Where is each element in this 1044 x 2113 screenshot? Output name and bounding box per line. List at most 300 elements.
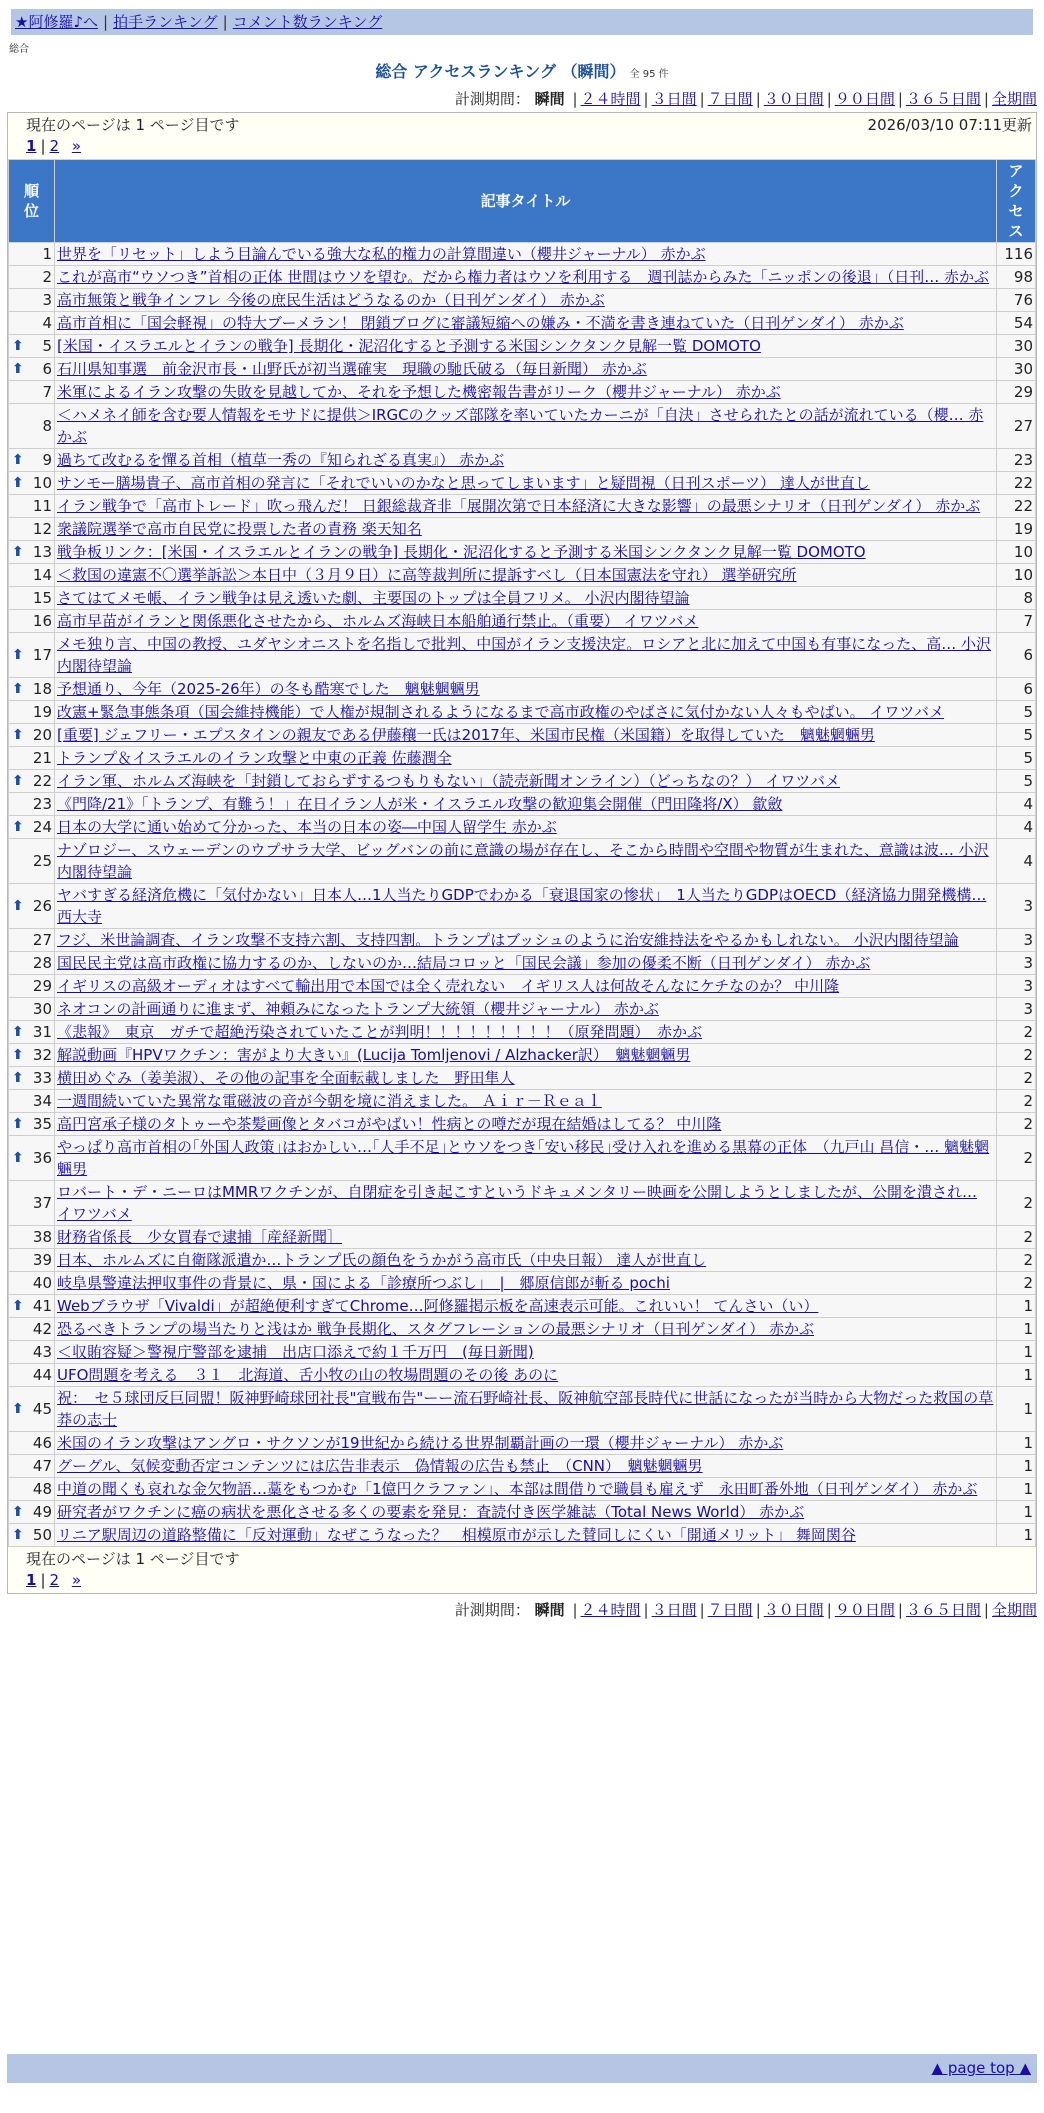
article-title-link[interactable]: フジ、米世論調査、イラン攻撃不支持六割、支持四割。トランプはブッシュのように治安維持法をやるかもしれない。 小沢内閣待望論 xyxy=(57,931,959,949)
rank-cell xyxy=(9,587,55,610)
access-count: 4 xyxy=(997,793,1036,816)
rank-cell xyxy=(9,1136,55,1181)
rank-number: 39 xyxy=(32,1251,52,1269)
table-row xyxy=(9,701,1036,724)
article-title-link[interactable]: 恐るべきトランプの場当たりと浅はか 戦争長期化、スタグフレーションの最悪シナリオ（日刊ゲンダイ） 赤かぶ xyxy=(57,1320,814,1338)
rank-number: 32 xyxy=(32,1046,52,1064)
rank-number: 47 xyxy=(32,1457,52,1475)
access-count: 30 xyxy=(997,358,1036,381)
table-row xyxy=(9,633,1036,678)
rank-number: 42 xyxy=(32,1320,52,1338)
top-nav-bar xyxy=(11,9,1033,35)
rank-cell xyxy=(9,1249,55,1272)
article-title-link[interactable]: ナゾロジー、スウェーデンのウプサラ大学、ビッグバンの前に意識の場が存在し、そこから時間や空間や物質が生まれた、意識は波… 小沢内閣待望論 xyxy=(57,841,989,881)
rank-cell xyxy=(9,839,55,884)
access-count: 1 xyxy=(997,1295,1036,1318)
title-cell xyxy=(55,381,997,404)
period-option-link[interactable]: 全期間 xyxy=(991,90,1037,108)
rank-cell xyxy=(9,472,55,495)
access-count: 10 xyxy=(997,564,1036,587)
table-row xyxy=(9,1021,1036,1044)
article-title-link[interactable]: イラン軍、ホルムズ海峡を「封鎖しておらずするつもりもない」（読売新聞オンライン）（どっちなの？） イワツバメ xyxy=(57,772,840,790)
title-cell xyxy=(55,998,997,1021)
rank-cell xyxy=(9,816,55,839)
article-title-link[interactable]: 米軍によるイラン攻撃の失敗を見越してか、それを予想した機密報告書がリーク（櫻井ジャーナル） 赤かぶ xyxy=(57,383,781,401)
access-count: 6 xyxy=(997,678,1036,701)
article-title-link[interactable]: UFO問題を考える ３１ 北海道、舌小牧の山の牧場問題のその後 あのに xyxy=(57,1366,559,1384)
rank-number: 27 xyxy=(32,931,52,949)
table-row xyxy=(9,335,1036,358)
access-count: 2 xyxy=(997,1181,1036,1226)
table-row xyxy=(9,1249,1036,1272)
rank-cell xyxy=(9,747,55,770)
title-cell xyxy=(55,472,997,495)
title-header: 記事タイトル xyxy=(55,160,997,243)
rank-number: 28 xyxy=(32,954,52,972)
period-current: 瞬間 xyxy=(534,1601,565,1619)
rank-cell xyxy=(9,701,55,724)
access-count: 27 xyxy=(997,404,1036,449)
table-row xyxy=(9,289,1036,312)
table-row xyxy=(9,975,1036,998)
page-info-text: 現在のページは 1 ページ目です xyxy=(26,116,240,134)
article-title-link[interactable]: 財務省係長 少女買春で逮捕［産経新聞］ xyxy=(57,1228,343,1246)
table-row xyxy=(9,1136,1036,1181)
table-row xyxy=(9,587,1036,610)
title-cell xyxy=(55,1387,997,1432)
page-title-row xyxy=(0,63,1044,84)
rank-number: 8 xyxy=(42,417,52,435)
rank-cell xyxy=(9,975,55,998)
title-cell xyxy=(55,610,997,633)
access-count: 3 xyxy=(997,929,1036,952)
up-arrow-icon: ⬆ xyxy=(12,727,24,743)
footer-bar xyxy=(7,2054,1037,2083)
table-header-row xyxy=(9,160,1036,243)
article-title-link[interactable]: イラン戦争で「高市トレード」吹っ飛んだ！ 日銀総裁斉非「展開次第で日本経済に大きな影響」の最悪シナリオ（日刊ゲンダイ） 赤かぶ xyxy=(57,497,981,515)
rank-cell xyxy=(9,929,55,952)
rank-number: 36 xyxy=(32,1149,52,1167)
table-row xyxy=(9,1226,1036,1249)
table-row xyxy=(9,1272,1036,1295)
rank-number: 29 xyxy=(32,977,52,995)
total-count: 全 95 件 xyxy=(629,69,669,80)
rank-cell xyxy=(9,1432,55,1455)
access-count: 22 xyxy=(997,495,1036,518)
article-title-link[interactable]: これが高市“ウソつき”首相の正体 世間はウソを望む。だから権力者はウソを利用する 週刊誌からみた「ニッポンの後退」（日刊… 赤かぶ xyxy=(57,268,989,286)
period-separator: | xyxy=(983,1601,989,1619)
rank-cell xyxy=(9,1524,55,1547)
access-count: 6 xyxy=(997,633,1036,678)
access-count: 7 xyxy=(997,610,1036,633)
rank-cell xyxy=(9,1067,55,1090)
title-cell xyxy=(55,1044,997,1067)
article-title-link[interactable]: ロバート・デ・ニーロはMMRワクチンが、自閉症を引き起こすというドキュメンタリー映画を公開しようとしましたが、公開を潰され… イワツバメ xyxy=(57,1183,977,1223)
article-title-link[interactable]: トランプ＆イスラエルのイラン攻撃と中東の正義 佐藤潤全 xyxy=(57,749,452,767)
access-count: 3 xyxy=(997,952,1036,975)
rank-cell xyxy=(9,1478,55,1501)
title-cell xyxy=(55,1021,997,1044)
article-title-link[interactable]: 岐阜県警違法押収事件の背景に、県・国による「診療所つぶし」 | 郷原信郎が斬る pochi xyxy=(57,1274,670,1292)
table-row xyxy=(9,724,1036,747)
table-row xyxy=(9,998,1036,1021)
title-cell xyxy=(55,1501,997,1524)
article-title-link[interactable]: 高市早苗がイランと関係悪化させたから、ホルムズ海峡日本船舶通行禁止。（重要） イワツバメ xyxy=(57,612,699,630)
article-title-link[interactable]: 高円宮承子様のタトゥーや茶髪画像とタバコがやばい！性病との噂だが現在結婚はしてる？ 中川隆 xyxy=(57,1115,722,1133)
rank-cell xyxy=(9,1113,55,1136)
article-title-link[interactable]: 日本、ホルムズに自衛隊派遣か…トランプ氏の顔色をうかがう高市氏（中央日報） 達人が世直し xyxy=(57,1251,707,1269)
article-title-link[interactable]: さてはてメモ帳、イラン戦争は見え透いた劇、主要国のトップは全員フリメ。 小沢内閣待望論 xyxy=(57,589,690,607)
rank-cell xyxy=(9,243,55,266)
access-count: 5 xyxy=(997,747,1036,770)
access-header: アクセス xyxy=(997,160,1036,243)
article-title-link[interactable]: 《門降/21》「トランプ、有難う！」在日イラン人が米・イスラエル攻撃の歓迎集会開催（門田隆将/X） 歙斂 xyxy=(57,795,783,813)
page-top-link[interactable]: ▲ page top ▲ xyxy=(931,2059,1031,2077)
access-count: 1 xyxy=(997,1478,1036,1501)
access-count: 1 xyxy=(997,1501,1036,1524)
rank-number: 10 xyxy=(32,474,52,492)
pager-top xyxy=(8,135,1036,159)
article-title-link[interactable]: グーグル、気候変動否定コンテンツには広告非表示 偽情報の広告も禁止 （CNN） 魑魅魍魎男 xyxy=(57,1457,703,1475)
access-count: 10 xyxy=(997,541,1036,564)
rank-number: 9 xyxy=(42,451,52,469)
title-cell xyxy=(55,1364,997,1387)
article-title-link[interactable]: サンモー膳場貴子、高市首相の発言に「それでいいのかなと思ってしまいます」と疑問視（日刊スポーツ） 達人が世直し xyxy=(57,474,870,492)
nav-comment-ranking-link[interactable]: コメント数ランキング xyxy=(232,13,383,31)
table-row xyxy=(9,1478,1036,1501)
period-option-link[interactable]: ７日間 xyxy=(707,1601,753,1619)
article-title-link[interactable]: 《悲報》 東京 ガチで超絶汚染されていたことが判明！！！！！！！！！（原発問題） 赤かぶ xyxy=(57,1023,703,1041)
title-cell xyxy=(55,701,997,724)
rank-cell xyxy=(9,1090,55,1113)
article-title-link[interactable]: ＜ハメネイ師を含む要人情報をモサドに提供＞IRGCのクッズ部隊を率いていたカーニが「自決」させられたとの話が流れている（櫻… 赤かぶ xyxy=(57,406,984,446)
rank-number: 43 xyxy=(32,1343,52,1361)
article-title-link[interactable]: ヤバすぎる経済危機に「気付かない」日本人…1人当たりGDPでわかる「衰退国家の惨状」 1人当たりGDPはOECD（経済協力開発機構… 西大寺 xyxy=(57,886,987,926)
period-separator: | xyxy=(755,1601,761,1619)
table-row xyxy=(9,541,1036,564)
title-cell xyxy=(55,449,997,472)
period-option-link[interactable]: ３０日間 xyxy=(763,90,824,108)
period-option-link[interactable]: ２４時間 xyxy=(580,1601,641,1619)
title-cell xyxy=(55,1295,997,1318)
access-count: 2 xyxy=(997,1067,1036,1090)
title-cell xyxy=(55,724,997,747)
article-title-link[interactable]: [米国・イスラエルとイランの戦争] 長期化・泥沼化すると予測する米国シンクタンク見解一覧 DOMOTO xyxy=(57,337,761,355)
title-cell xyxy=(55,564,997,587)
rank-number: 40 xyxy=(32,1274,52,1292)
period-separator: | xyxy=(643,1601,649,1619)
nav-home-link[interactable]: ★阿修羅♪へ xyxy=(15,13,99,31)
rank-cell xyxy=(9,564,55,587)
table-row xyxy=(9,1113,1036,1136)
rank-number: 26 xyxy=(32,897,52,915)
table-row xyxy=(9,770,1036,793)
rank-cell xyxy=(9,335,55,358)
rank-number: 16 xyxy=(32,612,52,630)
ranking-table xyxy=(8,159,1036,1547)
pager-bottom xyxy=(8,1569,1036,1593)
access-count: 1 xyxy=(997,1432,1036,1455)
category-label: 総合 xyxy=(9,44,29,55)
table-row xyxy=(9,793,1036,816)
title-cell xyxy=(55,266,997,289)
article-title-link[interactable]: ＜収賄容疑＞警視庁警部を逮捕 出店口添えで約１千万円 (毎日新聞) xyxy=(57,1343,534,1361)
article-title-link[interactable]: 祝： セ５球団反巨同盟！阪神野崎球団社長"宣戦布告"ーー流石野崎社長、阪神航空部長時代に世話になったが当時から大物だった救国の草莽の志士 xyxy=(57,1389,994,1429)
article-title-link[interactable]: [重要] ジェフリー・エプスタインの親友である伊藤穰一氏は2017年、米国市民権（米国籍）を取得していた 魑魅魍魎男 xyxy=(57,726,875,744)
access-count: 3 xyxy=(997,884,1036,929)
title-cell xyxy=(55,1341,997,1364)
period-option-link[interactable]: ３６５日間 xyxy=(905,1601,981,1619)
updated-time: 2026/03/10 07:11更新 xyxy=(867,116,1032,134)
up-arrow-icon: ⬆ xyxy=(12,819,24,835)
rank-cell xyxy=(9,952,55,975)
period-separator: | xyxy=(699,1601,705,1619)
rank-cell xyxy=(9,358,55,381)
article-title-link[interactable]: 横田めぐみ（姜美淑）、その他の記事を全面転載しました 野田隼人 xyxy=(57,1069,515,1087)
rank-number: 38 xyxy=(32,1228,52,1246)
title-cell xyxy=(55,1113,997,1136)
table-row xyxy=(9,358,1036,381)
article-title-link[interactable]: メモ独り言、中国の教授、ユダヤシオニストを名指しで批判、中国がイラン支援決定。ロシアと北に加えて中国も有事になった、高… 小沢内閣待望論 xyxy=(57,635,992,675)
rank-cell xyxy=(9,1226,55,1249)
article-title-link[interactable]: 米国のイラン攻撃はアングロ・サクソンが19世紀から続ける世界制覇計画の一環（櫻井ジャーナル） 赤かぶ xyxy=(57,1434,784,1452)
title-cell xyxy=(55,747,997,770)
article-title-link[interactable]: 予想通り、今年（2025-26年）の冬も酷寒でした 魑魅魍魎男 xyxy=(57,680,480,698)
period-separator: | xyxy=(699,90,705,108)
rank-number: 49 xyxy=(32,1503,52,1521)
table-row xyxy=(9,1364,1036,1387)
title-cell xyxy=(55,770,997,793)
nav-applause-ranking-link[interactable]: 拍手ランキング xyxy=(113,13,218,31)
rank-number: 6 xyxy=(42,360,52,378)
title-cell xyxy=(55,952,997,975)
rank-number: 7 xyxy=(42,383,52,401)
rank-cell xyxy=(9,610,55,633)
article-title-link[interactable]: 中道の聞くも哀れな金欠物語…藁をもつかむ「1億円クラファン」、本部は間借りで職員も雇えず 永田町番外地（日刊ゲンダイ） 赤かぶ xyxy=(57,1480,978,1498)
period-selector-bottom xyxy=(0,1600,1037,1620)
rank-number: 22 xyxy=(32,772,52,790)
access-count: 2 xyxy=(997,1272,1036,1295)
title-cell xyxy=(55,1524,997,1547)
table-row xyxy=(9,816,1036,839)
rank-cell xyxy=(9,1364,55,1387)
rank-number: 4 xyxy=(42,314,52,332)
article-title-link[interactable]: リニア駅周辺の道路整備に「反対運動」なぜこうなった？ 相模原市が示した賛同しにくい「開通メリット」 舞岡関谷 xyxy=(57,1526,856,1544)
rank-number: 41 xyxy=(32,1297,52,1315)
title-cell xyxy=(55,1181,997,1226)
title-cell xyxy=(55,1455,997,1478)
period-option-link[interactable]: ７日間 xyxy=(707,90,753,108)
article-title-link[interactable]: 日本の大学に通い始めて分かった、本当の日本の姿―中国人留学生 赤かぶ xyxy=(57,818,557,836)
title-cell xyxy=(55,335,997,358)
period-selector-top xyxy=(0,89,1037,109)
access-count: 22 xyxy=(997,472,1036,495)
rank-number: 5 xyxy=(42,337,52,355)
page-title: 総合 アクセスランキング （瞬間） xyxy=(375,62,626,81)
page-info-bottom: 現在のページは 1 ページ目です xyxy=(8,1547,1036,1569)
rank-cell xyxy=(9,1455,55,1478)
rank-cell xyxy=(9,1295,55,1318)
rank-cell xyxy=(9,998,55,1021)
rank-number: 17 xyxy=(32,646,52,664)
up-arrow-icon: ⬆ xyxy=(12,452,24,468)
table-row xyxy=(9,518,1036,541)
article-title-link[interactable]: 一週間続いていた異常な電磁波の音が今朝を境に消えました。 Ａｉｒ－Ｒｅａｌ xyxy=(57,1092,602,1110)
period-option-link[interactable]: ３日間 xyxy=(651,1601,697,1619)
article-title-link[interactable]: 国民民主党は高市政権に協力するのか、しないのか…結局コロッと「国民会議」参加の優柔不断（日刊ゲンダイ） 赤かぶ xyxy=(57,954,871,972)
rank-cell xyxy=(9,495,55,518)
title-cell xyxy=(55,1136,997,1181)
period-option-link[interactable]: ２４時間 xyxy=(580,90,641,108)
up-arrow-icon: ⬆ xyxy=(12,1504,24,1520)
table-row xyxy=(9,610,1036,633)
article-title-link[interactable]: 研究者がワクチンに癌の病状を悪化させる多くの要素を発見：査読付き医学雑誌（Total News World） 赤かぶ xyxy=(57,1503,805,1521)
article-title-link[interactable]: 石川県知事選 前金沢市長・山野氏が初当選確実 現職の馳氏破る（毎日新聞） 赤かぶ xyxy=(57,360,647,378)
title-cell xyxy=(55,1090,997,1113)
pager-next-arrow[interactable]: » xyxy=(71,1571,82,1589)
access-count: 29 xyxy=(997,381,1036,404)
rank-cell xyxy=(9,1181,55,1226)
table-row xyxy=(9,449,1036,472)
pager-separator: | xyxy=(40,137,46,155)
title-cell xyxy=(55,975,997,998)
rank-number: 23 xyxy=(32,795,52,813)
title-cell xyxy=(55,243,997,266)
table-row xyxy=(9,1090,1036,1113)
period-option-link[interactable]: ３日間 xyxy=(651,90,697,108)
title-cell xyxy=(55,1067,997,1090)
up-arrow-icon: ⬆ xyxy=(12,1116,24,1132)
up-arrow-icon: ⬆ xyxy=(12,1070,24,1086)
title-cell xyxy=(55,541,997,564)
rank-number: 33 xyxy=(32,1069,52,1087)
article-title-link[interactable]: 戦争板リンク：[米国・イスラエルとイランの戦争] 長期化・泥沼化すると予測する米国シンクタンク見解一覧 DOMOTO xyxy=(57,543,866,561)
pager-separator: | xyxy=(40,1571,46,1589)
period-separator: | xyxy=(755,90,761,108)
period-option-link[interactable]: ３０日間 xyxy=(763,1601,824,1619)
article-title-link[interactable]: 解説動画『HPVワクチン：害がより大きい』(Lucija Tomljenovi / Alzhacker訳） 魑魅魍魎男 xyxy=(57,1046,691,1064)
rank-number: 18 xyxy=(32,680,52,698)
period-option-link[interactable]: 全期間 xyxy=(991,1601,1037,1619)
access-count: 3 xyxy=(997,998,1036,1021)
table-row xyxy=(9,1318,1036,1341)
access-count: 1 xyxy=(997,1364,1036,1387)
access-count: 98 xyxy=(997,266,1036,289)
rank-number: 13 xyxy=(32,543,52,561)
access-count: 23 xyxy=(997,449,1036,472)
table-row xyxy=(9,1501,1036,1524)
up-arrow-icon: ⬆ xyxy=(12,1401,24,1417)
article-title-link[interactable]: ネオコンの計画通りに進まず、神頼みになったトランプ大統領（櫻井ジャーナル） 赤かぶ xyxy=(57,1000,659,1018)
article-title-link[interactable]: 改憲+緊急事態条項（国会維持機能）で人権が規制されるようになるまで高市政権のやばさに気付かない人々もやばい。 イワツバメ xyxy=(57,703,945,721)
rank-number: 3 xyxy=(42,291,52,309)
period-separator: | xyxy=(983,90,989,108)
rank-cell xyxy=(9,724,55,747)
rank-cell xyxy=(9,1501,55,1524)
title-cell xyxy=(55,312,997,335)
article-title-link[interactable]: やっぱり高市首相の｢外国人政策｣はおかしい…｢人手不足｣とウソをつき｢安い移民｣受け入れを進める黒幕の正体 （九戸山 昌信・… 魑魅魍魎男 xyxy=(57,1138,990,1178)
period-separator: | xyxy=(826,90,832,108)
table-row xyxy=(9,266,1036,289)
rank-number: 11 xyxy=(32,497,52,515)
article-title-link[interactable]: イギリスの高級オーディオはすべて輸出用で本国では全く売れない イギリス人は何故そんなにケチなのか？ 中川隆 xyxy=(57,977,840,995)
period-current: 瞬間 xyxy=(534,90,565,108)
title-cell xyxy=(55,518,997,541)
article-title-link[interactable]: 衆議院選挙で高市自民党に投票した者の責務 楽天知名 xyxy=(57,520,422,538)
up-arrow-icon: ⬆ xyxy=(12,361,24,377)
title-cell xyxy=(55,289,997,312)
table-row xyxy=(9,952,1036,975)
pager-page-2[interactable]: 2 xyxy=(49,137,60,155)
rank-number: 24 xyxy=(32,818,52,836)
rank-cell xyxy=(9,266,55,289)
table-row xyxy=(9,1432,1036,1455)
up-arrow-icon: ⬆ xyxy=(12,647,24,663)
period-option-link[interactable]: ９０日間 xyxy=(834,90,895,108)
article-title-link[interactable]: 高市無策と戦争インフレ 今後の庶民生活はどうなるのか（日刊ゲンダイ） 赤かぶ xyxy=(57,291,605,309)
rank-cell xyxy=(9,1272,55,1295)
table-row xyxy=(9,929,1036,952)
title-cell xyxy=(55,1478,997,1501)
article-title-link[interactable]: 過ちて改むるを憚る首相（植草一秀の『知られざる真実』） 赤かぶ xyxy=(57,451,505,469)
up-arrow-icon: ⬆ xyxy=(12,681,24,697)
access-count: 1 xyxy=(997,1318,1036,1341)
access-count: 5 xyxy=(997,724,1036,747)
period-option-link[interactable]: ９０日間 xyxy=(834,1601,895,1619)
up-arrow-icon: ⬆ xyxy=(12,898,24,914)
rank-header: 順位 xyxy=(9,160,55,243)
rank-cell xyxy=(9,1021,55,1044)
title-cell xyxy=(55,1432,997,1455)
access-count: 1 xyxy=(997,1341,1036,1364)
article-title-link[interactable]: Webブラウザ「Vivaldi」が超絶便利すぎてChrome…阿修羅掲示板を高速表示可能。これいい！ てんさい（い） xyxy=(57,1297,819,1315)
rank-cell xyxy=(9,381,55,404)
access-count: 54 xyxy=(997,312,1036,335)
ranking-box xyxy=(7,112,1037,1594)
rank-number: 35 xyxy=(32,1115,52,1133)
period-separator: | xyxy=(897,1601,903,1619)
title-cell xyxy=(55,678,997,701)
title-cell xyxy=(55,1272,997,1295)
rank-number: 19 xyxy=(32,703,52,721)
up-arrow-icon: ⬆ xyxy=(12,475,24,491)
article-title-link[interactable]: 世界を「リセット」しよう目論んでいる強大な私的権力の計算間違い（櫻井ジャーナル） 赤かぶ xyxy=(57,245,706,263)
pager-page-2[interactable]: 2 xyxy=(49,1571,60,1589)
pager-spacer xyxy=(63,1571,68,1589)
access-count: 2 xyxy=(997,1249,1036,1272)
rank-number: 45 xyxy=(32,1400,52,1418)
period-option-link[interactable]: ３６５日間 xyxy=(905,90,981,108)
pager-current-page[interactable]: 1 xyxy=(26,1571,37,1589)
article-title-link[interactable]: ＜救国の違憲不〇選挙訴訟＞本日中（３月９日）に高等裁判所に提訴すべし（日本国憲法を守れ） 選挙研究所 xyxy=(57,566,797,584)
rank-cell xyxy=(9,678,55,701)
access-count: 2 xyxy=(997,1044,1036,1067)
pager-current-page[interactable]: 1 xyxy=(26,137,37,155)
table-row xyxy=(9,1067,1036,1090)
access-count: 3 xyxy=(997,975,1036,998)
pager-next-arrow[interactable]: » xyxy=(71,137,82,155)
rank-cell xyxy=(9,770,55,793)
title-cell xyxy=(55,1249,997,1272)
article-title-link[interactable]: 高市首相に「国会軽視」の特大ブーメラン！ 閉鎖ブログに審議短縮への嫌み・不満を書き連ねていた（日刊ゲンダイ） 赤かぶ xyxy=(57,314,904,332)
access-count: 2 xyxy=(997,1021,1036,1044)
rank-cell xyxy=(9,289,55,312)
pager-spacer xyxy=(63,137,68,155)
rank-number: 21 xyxy=(32,749,52,767)
up-arrow-icon: ⬆ xyxy=(12,338,24,354)
access-count: 8 xyxy=(997,587,1036,610)
access-count: 1 xyxy=(997,1524,1036,1547)
